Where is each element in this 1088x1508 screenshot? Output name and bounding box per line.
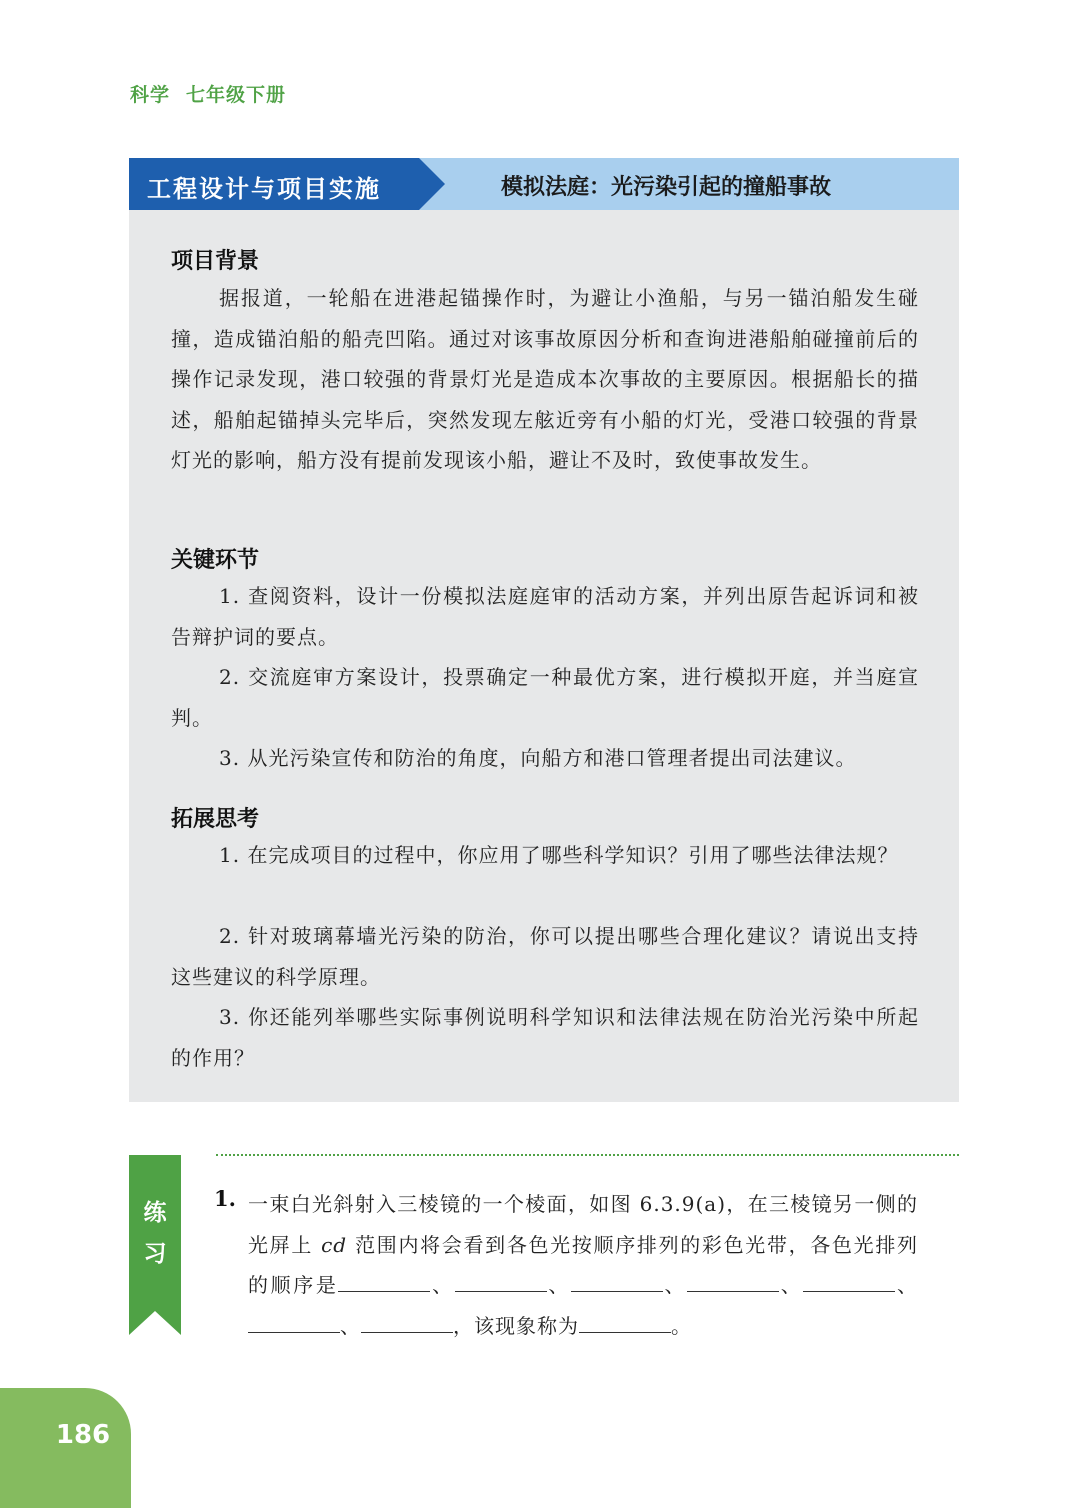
exercise-label-char: 练 — [143, 1200, 167, 1226]
blank-separator: 、 — [430, 1273, 455, 1297]
extension-item: 3. 你还能列举哪些实际事例说明科学知识和法律法规在防治光污染中所起的作用？ — [171, 1005, 919, 1070]
project-panel — [129, 210, 959, 1102]
exercise-text-part: ，该现象称为 — [453, 1313, 579, 1338]
blank-separator: 、 — [340, 1313, 361, 1338]
blank-separator: 、 — [895, 1273, 919, 1297]
extension-title: 拓展思考 — [171, 807, 260, 832]
answer-blank[interactable] — [361, 1314, 453, 1333]
answer-blank[interactable] — [803, 1273, 849, 1292]
key-step-item: 3. 从光污染宣传和防治的角度，向船方和港口管理者提出司法建议。 — [219, 746, 857, 770]
answer-blank[interactable] — [571, 1273, 663, 1292]
exercise-label-char: 习 — [143, 1241, 167, 1267]
answer-blank-continued[interactable] — [849, 1273, 895, 1292]
answer-blank[interactable] — [579, 1314, 671, 1333]
exercise-text-part: 一束白光斜射入三棱镜的一个棱面，如图 6.3.9(a)，在三棱镜另一侧的光屏上 — [248, 1192, 918, 1257]
exercise-number: 1. — [214, 1186, 236, 1211]
key-steps-title: 关键环节 — [171, 548, 260, 573]
extension-item: 2. 针对玻璃幕墙光污染的防治，你可以提出哪些合理化建议？请说出支持这些建议的科学原理。 — [171, 924, 919, 989]
book-header — [130, 80, 286, 107]
exercise-ribbon — [129, 1155, 181, 1335]
answer-blank[interactable] — [455, 1273, 547, 1292]
background-title: 项目背景 — [171, 249, 260, 274]
page-number: 186 — [55, 1420, 111, 1450]
background-text: 据报道，一轮船在进港起锚操作时，为避让小渔船，与另一锚泊船发生碰撞，造成锚泊船的船壳凹陷。通过对该事故原因分析和查询进港船舶碰撞前后的操作记录发现，港口较强的背景灯光是造成本次事故的主要原因。根据船长的描述，船舶起锚掉头完毕后，突然发现左舷近旁有小船的灯光，受港口较强的背景灯光的影响，船方没有提前发现该小船，避让不及时，致使事故发生。 — [171, 286, 919, 472]
grade-label: 七年级下册 — [186, 84, 287, 106]
exercise-text-end: 。 — [671, 1313, 692, 1338]
blank-separator: 、 — [662, 1273, 688, 1297]
exercise-text-part: 范围内将会看到各色光按顺序排列的彩色光带，各色光排列的顺序是 — [248, 1232, 918, 1297]
dotted-divider — [216, 1154, 959, 1156]
cd-variable: cd — [321, 1232, 348, 1257]
banner-arrow-icon — [419, 158, 445, 210]
banner-title: 模拟法庭：光污染引起的撞船事故 — [501, 175, 832, 200]
key-step-item: 2. 交流庭审方案设计，投票确定一种最优方案，进行模拟开庭，并当庭宣判。 — [171, 665, 919, 730]
subject-label: 科学 — [130, 84, 171, 106]
blank-separator: 、 — [779, 1273, 804, 1297]
answer-blank[interactable] — [248, 1314, 340, 1333]
extension-item: 1. 在完成项目的过程中，你应用了哪些科学知识？引用了哪些法律法规？ — [219, 843, 899, 867]
exercise-text — [248, 1184, 918, 1346]
answer-blank[interactable] — [687, 1273, 779, 1292]
banner-tag — [129, 158, 419, 210]
banner-tag-text: 工程设计与项目实施 — [147, 175, 381, 203]
answer-blank[interactable] — [338, 1273, 430, 1292]
exercise-label — [129, 1193, 181, 1275]
project-banner — [129, 158, 959, 210]
key-step-item: 1. 查阅资料，设计一份模拟法庭庭审的活动方案，并列出原告起诉词和被告辩护词的要点。 — [171, 584, 919, 649]
blank-separator: 、 — [546, 1273, 571, 1297]
